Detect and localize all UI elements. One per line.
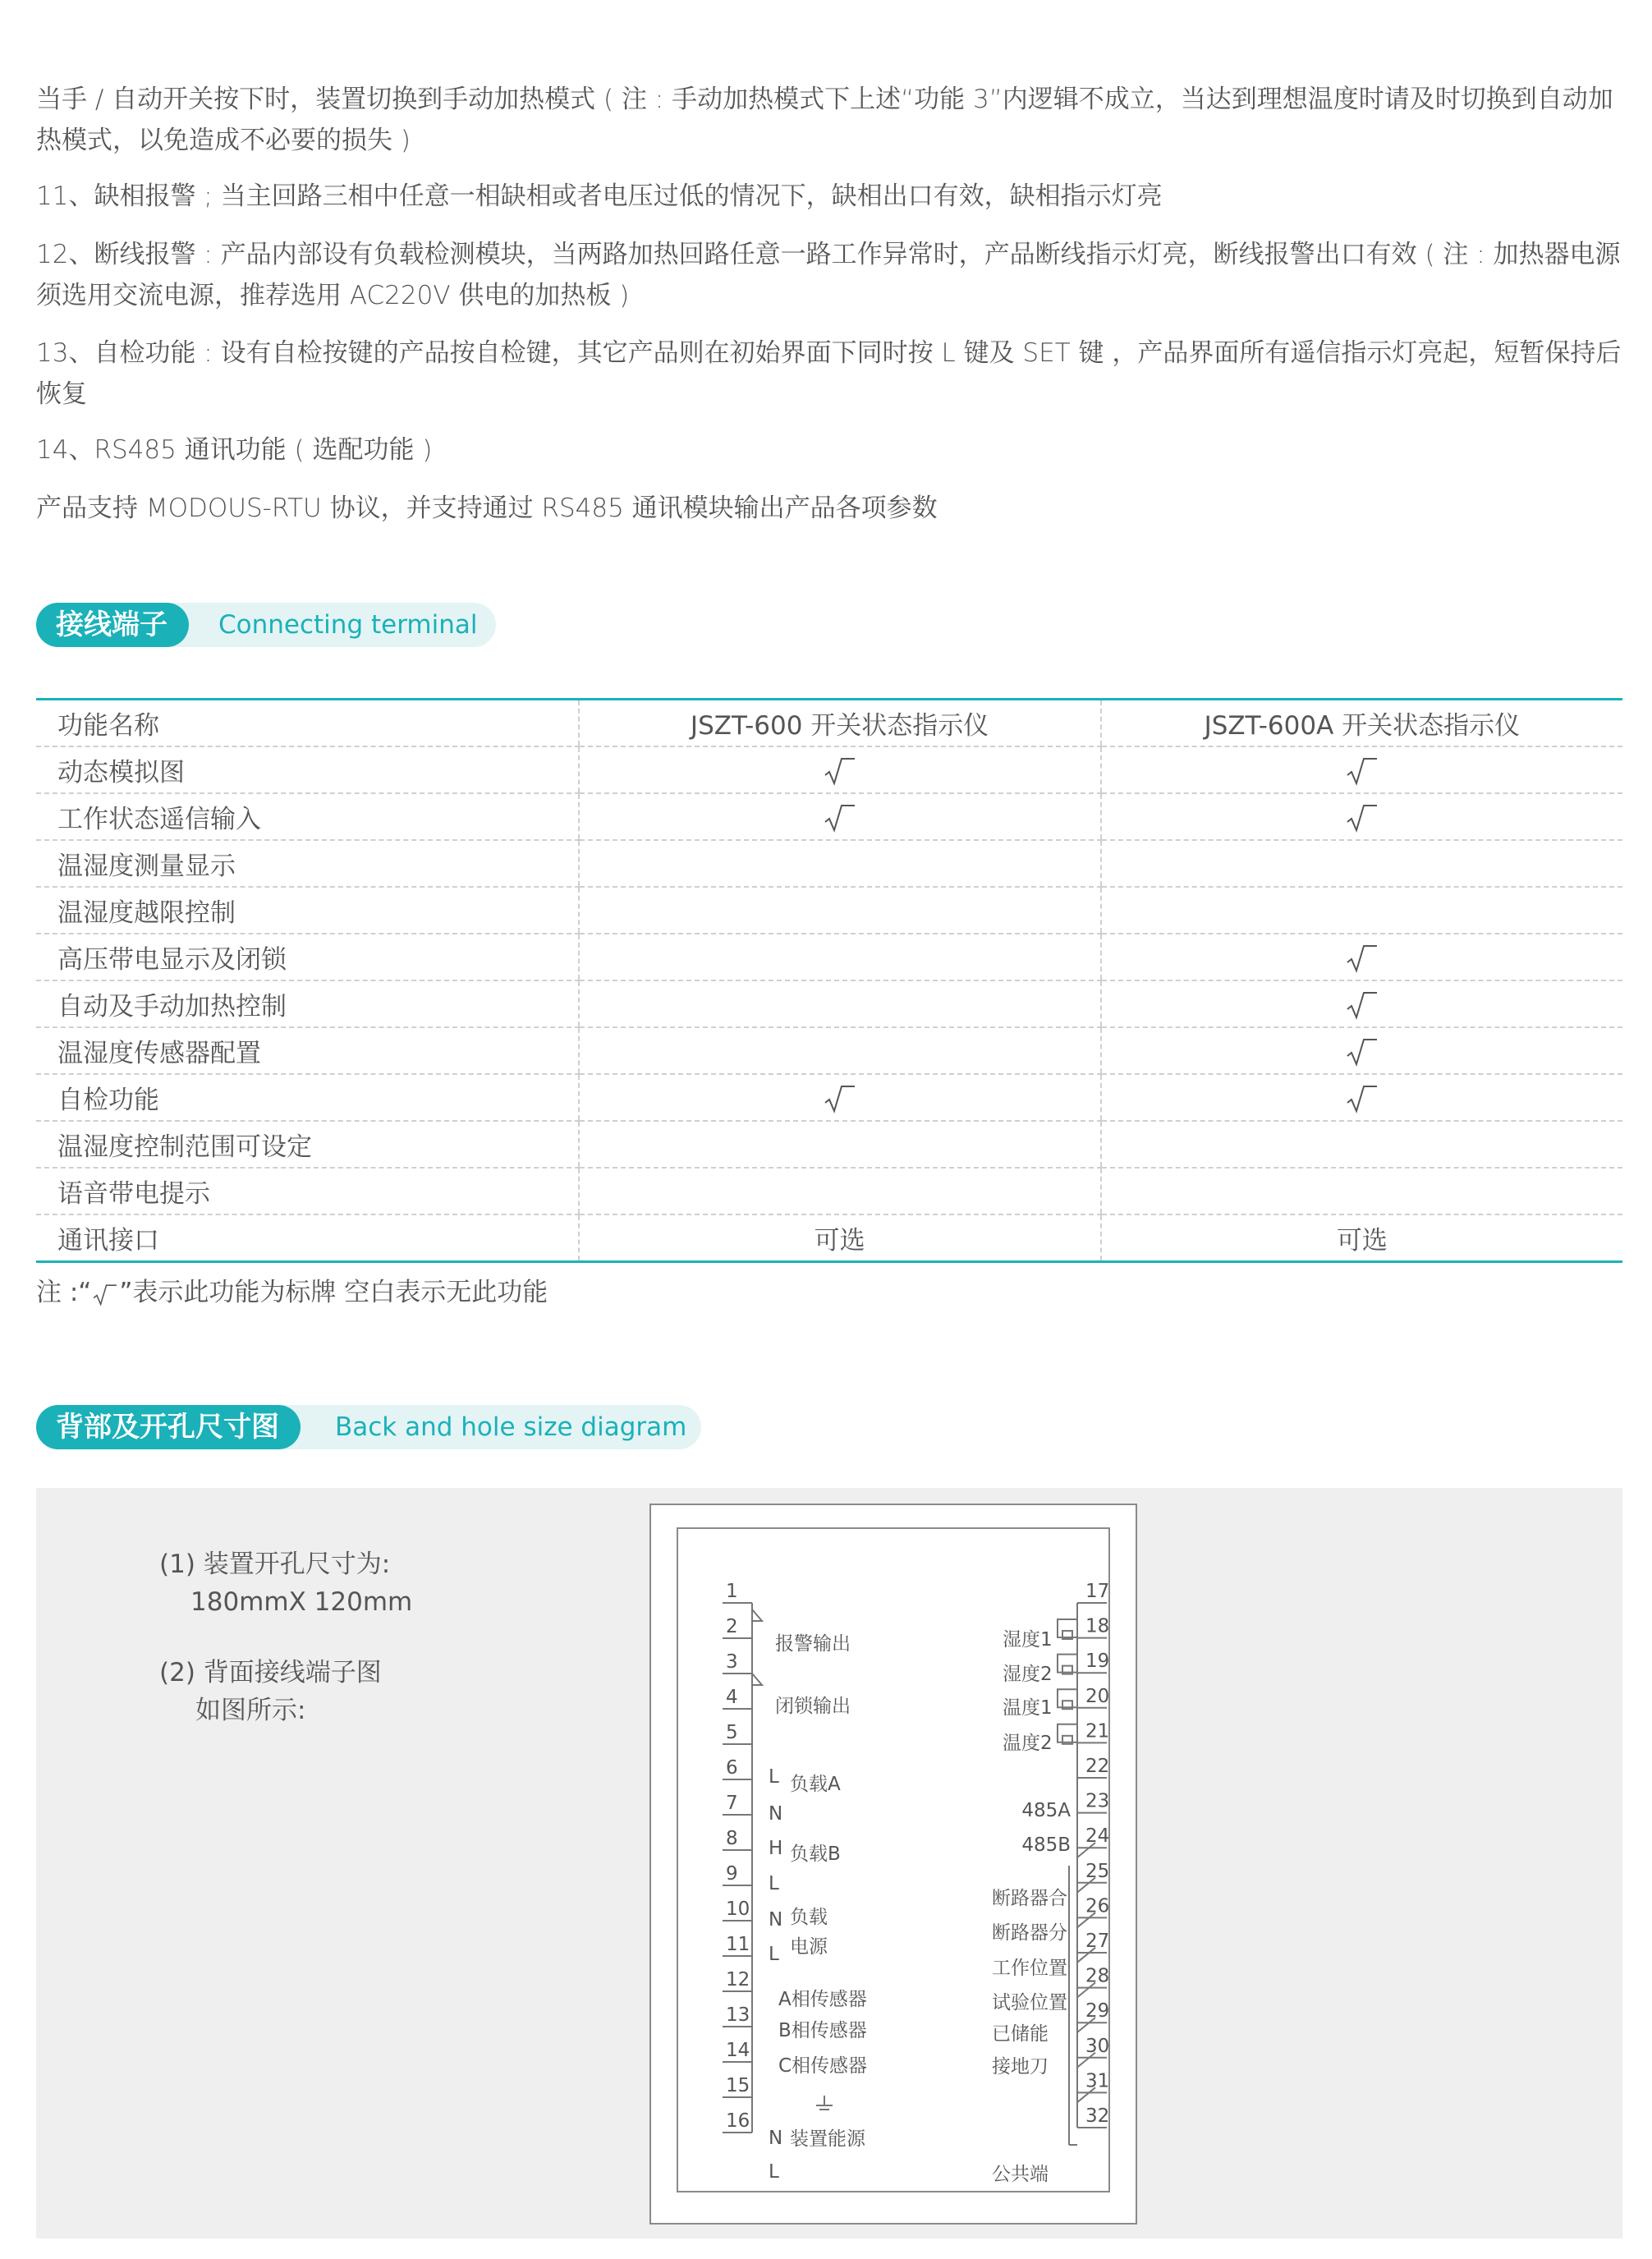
left-terminal-label: 负载B [790,1843,841,1865]
left-terminal-label: 闭锁输出 [775,1696,851,1717]
right-terminal-label: 温度1 [1003,1697,1053,1719]
note-prefix: 注 :“ [36,1278,92,1307]
feature-table [36,698,1622,1263]
terminal-diagram-title: (2) 背面接线端子图 [159,1658,382,1687]
function-name-cell: 自动及手动加热控制 [36,980,579,1027]
terminal-number: 20 [1085,1685,1110,1707]
jszt-600-cell [579,840,1101,887]
jszt-600-cell [579,980,1101,1027]
checkmark-icon [1344,941,1380,974]
jszt-600a-cell [1101,934,1622,980]
jszt-600a-cell [1101,746,1622,793]
checkmark-icon [1344,1081,1380,1114]
section-title-cn: 接线端子 [36,603,189,647]
right-terminal-label: 温度2 [1003,1733,1053,1754]
table-row [36,793,1622,840]
right-terminal-label: 断路器合 [992,1888,1067,1909]
table-row [36,1027,1622,1074]
terminal-number: 11 [726,1934,750,1955]
terminal-number: 23 [1085,1790,1110,1812]
terminal-number: 6 [726,1757,738,1779]
optional-label: 可选 [814,1226,865,1256]
paragraph-rs485: 14、RS485 通讯功能 ( 选配功能 ) [36,435,433,465]
terminal-number: 25 [1085,1860,1110,1882]
table-header-row [36,700,1622,747]
function-name-cell: 温湿度控制范围可设定 [36,1121,579,1168]
function-name-cell: 语音带电提示 [36,1168,579,1214]
jszt-600-cell [579,1214,1101,1262]
right-terminal-label: 接地刀 [992,2056,1049,2078]
section-title-en: Connecting terminal [218,610,478,640]
header-function-name: 功能名称 [36,700,579,747]
jszt-600-cell [579,1168,1101,1214]
jszt-600a-cell [1101,793,1622,840]
table-row [36,887,1622,934]
checkmark-icon [822,801,858,833]
function-name-cell: 温湿度传感器配置 [36,1027,579,1074]
function-name-cell: 动态模拟图 [36,746,579,793]
right-terminal-label: 公共端 [992,2164,1049,2185]
jszt-600a-cell [1101,1027,1622,1074]
table-row [36,1121,1622,1168]
terminal-number: 31 [1085,2070,1110,2092]
jszt-600-cell [579,1121,1101,1168]
checkmark-icon [1344,1035,1380,1068]
jszt-600a-cell [1101,1074,1622,1121]
terminal-number: 12 [726,1969,750,1990]
terminal-number: 14 [726,2040,750,2061]
phase-letter: L [769,1766,779,1788]
header-jszt-600a: JSZT-600A 开关状态指示仪 [1101,700,1622,747]
paragraph-modbus: 产品支持 MODOUS-RTU 协议，并支持通过 RS485 通讯模块输出产品各项参数 [36,494,938,523]
left-terminal-label: 装置能源 [790,2128,865,2150]
left-terminal-label: C相传感器 [778,2055,868,2077]
terminal-number: 30 [1085,2035,1110,2057]
jszt-600a-cell [1101,1214,1622,1262]
terminal-number: 7 [726,1793,738,1814]
function-name-cell: 工作状态遥信输入 [36,793,579,840]
right-terminal-label: 工作位置 [992,1958,1067,1979]
jszt-600-cell [579,793,1101,840]
left-terminal-label: 负载 [790,1907,828,1928]
terminal-number: 18 [1085,1615,1110,1637]
terminal-number: 15 [726,2075,750,2096]
phase-letter: N [769,2128,783,2149]
checkmark-icon [822,1081,858,1114]
jszt-600-cell [579,1027,1101,1074]
terminal-number: 16 [726,2110,750,2132]
left-terminal-label: 报警输出 [775,1633,851,1655]
right-terminal-label: 试验位置 [992,1992,1067,2013]
section-title-cn: 背部及开孔尺寸图 [36,1405,301,1449]
right-terminal-label: 湿度1 [1003,1629,1053,1651]
optional-label: 可选 [1336,1226,1388,1256]
terminal-number: 4 [726,1687,738,1708]
table-row [36,980,1622,1027]
terminal-number: 32 [1085,2105,1110,2127]
terminal-number: 22 [1085,1756,1110,1777]
section-title-en: Back and hole size diagram [335,1412,687,1442]
phase-letter: H [769,1838,783,1859]
left-terminal-label: 电源 [790,1936,828,1958]
jszt-600a-cell [1101,980,1622,1027]
diagram-panel [36,1488,1622,2238]
jszt-600a-cell [1101,1168,1622,1214]
terminal-number: 3 [726,1651,738,1673]
terminal-number: 27 [1085,1931,1110,1952]
table-row [36,1214,1622,1262]
cutout-size-value: 180mmX 120mm [190,1587,413,1617]
terminal-number: 19 [1085,1651,1110,1673]
checkmark-icon [1344,801,1380,833]
phase-letter: L [769,1873,779,1894]
terminal-number: 9 [726,1863,738,1885]
jszt-600-cell [579,887,1101,934]
function-name-cell: 自检功能 [36,1074,579,1121]
header-jszt-600: JSZT-600 开关状态指示仪 [579,700,1101,747]
paragraph-self-check: 13、自检功能 : 设有自检按键的产品按自检键，其它产品则在初始界面下同时按 L 键及 SET 键 ，产品界面所有遥信指示灯亮起，短暂保持后恢复 [36,338,1622,409]
terminal-wiring-diagram [36,1488,1622,2238]
function-name-cell: 高压带电显示及闭锁 [36,934,579,980]
right-terminal-label: 湿度2 [1003,1664,1053,1685]
jszt-600a-cell [1101,840,1622,887]
paragraph-manual-mode: 当手 / 自动开关按下时，装置切换到手动加热模式 ( 注 : 手动加热模式下上述“功能 3”内逻辑不成立，当达到理想温度时请及时切换到自动加热模式，以免造成不必要的损失 ) [36,85,1613,155]
table-note [36,1271,548,1308]
jszt-600a-cell [1101,1121,1622,1168]
function-name-cell: 温湿度测量显示 [36,840,579,887]
phase-letter: L [769,2161,779,2183]
table-row [36,746,1622,793]
left-terminal-label: B相传感器 [778,2020,867,2041]
terminal-number: 2 [726,1616,738,1637]
left-terminal-label: A相传感器 [778,1989,867,2010]
terminal-number: 1 [726,1581,738,1602]
paragraph-disconnection-alarm: 12、断线报警 : 产品内部设有负载检测模块，当两路加热回路任意一路工作异常时，产品断线指示灯亮，断线报警出口有效 ( 注 : 加热器电源须选用交流电源，推荐选用 AC220V 供电的加热板 ) [36,240,1621,310]
right-terminal-label: 485B [1021,1834,1071,1856]
terminal-number: 8 [726,1828,738,1849]
terminal-number: 28 [1085,1965,1110,1987]
terminal-number: 17 [1085,1581,1110,1602]
terminal-number: 24 [1085,1825,1110,1848]
phase-letter: N [769,1803,783,1825]
table-row [36,1074,1622,1121]
phase-letter: L [769,1944,779,1965]
jszt-600-cell [579,746,1101,793]
section-header-back-diagram [36,1405,701,1449]
terminal-number: 29 [1085,2000,1110,2023]
jszt-600-cell [579,934,1101,980]
terminal-number: 26 [1085,1895,1110,1917]
table-row [36,840,1622,887]
checkmark-icon [91,1281,119,1307]
terminal-number: 5 [726,1722,738,1743]
jszt-600a-cell [1101,887,1622,934]
function-name-cell: 通讯接口 [36,1214,579,1262]
paragraph-phase-loss-alarm: 11、缺相报警 ; 当主回路三相中任意一相缺相或者电压过低的情况下，缺相出口有效，缺相指示灯亮 [36,181,1163,211]
terminal-diagram-caption: 如图所示: [195,1696,306,1725]
table-row [36,934,1622,980]
checkmark-icon [1344,754,1380,787]
terminal-number: 21 [1085,1720,1110,1742]
right-terminal-label: 已储能 [992,2023,1049,2045]
table-row [36,1168,1622,1214]
cutout-size-title: (1) 装置开孔尺寸为: [159,1550,391,1579]
jszt-600-cell [579,1074,1101,1121]
terminal-number: 10 [726,1899,750,1920]
right-terminal-label: 485A [1021,1800,1071,1821]
left-terminal-label: 负载A [790,1774,841,1795]
note-suffix: ”表示此功能为标牌 空白表示无此功能 [119,1278,548,1307]
checkmark-icon [822,754,858,787]
checkmark-icon [1344,988,1380,1021]
function-name-cell: 温湿度越限控制 [36,887,579,934]
section-header-terminal [36,603,496,647]
right-terminal-label: 断路器分 [992,1922,1067,1944]
terminal-number: 13 [726,2004,750,2026]
phase-letter: N [769,1909,783,1931]
